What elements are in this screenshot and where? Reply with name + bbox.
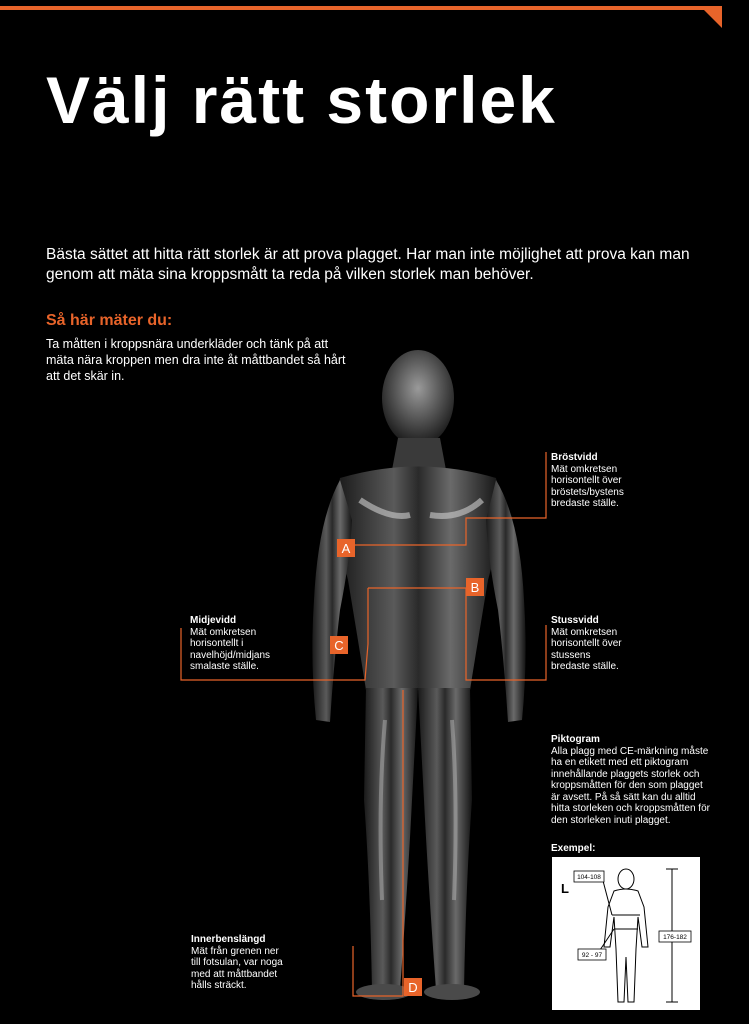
howto-text: Ta måtten i kroppsnära underkläder och tänk på att mäta nära kroppen men dra inte åt måttbandet så hårt att det skär in. (46, 337, 346, 383)
hip-measurement (551, 615, 631, 673)
inseam-text: Mät från grenen ner till fotsulan, var noga med att måttbandet hålls sträckt. (191, 945, 283, 991)
marker-b-label: B (470, 580, 480, 595)
howto-heading: Så här mäter du: (46, 312, 173, 329)
hip-text: Mät omkretsen horisontellt över stussens bredaste ställe. (551, 626, 622, 672)
waist-text: Mät omkretsen horisontellt i navelhöjd/midjans smalaste ställe. (190, 626, 271, 672)
size-pictogram (552, 857, 700, 1010)
page-title: Välj rätt storlek (46, 63, 557, 137)
pictogram-height-value: 176-182 (663, 934, 687, 941)
body-silhouette (312, 350, 525, 1000)
marker-c (330, 636, 348, 654)
marker-c-label: C (334, 638, 344, 653)
hip-title: Stussvidd (551, 615, 599, 626)
marker-a (337, 539, 355, 557)
pictogram-waist-value: 92 - 97 (581, 952, 603, 959)
marker-d (404, 978, 422, 996)
marker-d-label: D (408, 980, 418, 995)
chest-text: Mät omkretsen horisontellt över bröstets/bystens bredaste ställe. (551, 463, 624, 509)
inseam-title: Innerbenslängd (191, 934, 266, 945)
example-label: Exempel: (551, 843, 596, 854)
inseam-measurement (191, 934, 291, 992)
pictogram-figure (552, 857, 700, 1010)
pictogram-info (551, 734, 711, 826)
waist-measurement (190, 615, 290, 673)
marker-b (466, 578, 484, 596)
chest-measurement (551, 452, 646, 510)
pictogram-chest-value: 104-108 (577, 874, 601, 881)
chest-title: Bröstvidd (551, 452, 598, 463)
intro-text: Bästa sättet att hitta rätt storlek är att prova plagget. Har man inte möjlighet att prova kan man genom att mäta sina kroppsmått ta reda på vilken storlek man behöver. (46, 246, 690, 283)
marker-a-label: A (341, 541, 351, 556)
waist-title: Midjevidd (190, 615, 237, 626)
pictogram-text: Alla plagg med CE-märkning måste ha en etikett med ett piktogram innehållande plaggets storlek och kroppsmåtten för den som plagget är avsett. På så sätt kan du alltid hitta storleken och kroppsmåtten för den storleken inuti plagget. (551, 745, 710, 826)
pictogram-title: Piktogram (551, 734, 600, 745)
pictogram-size: L (561, 881, 569, 896)
